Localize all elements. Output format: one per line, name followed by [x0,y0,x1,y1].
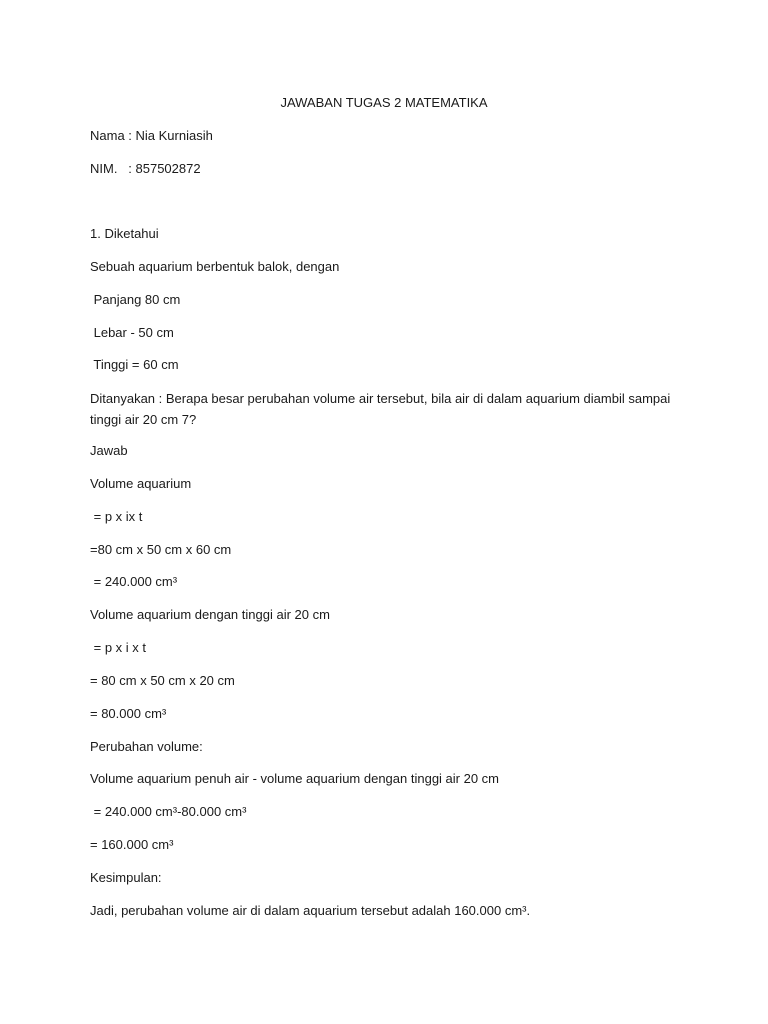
volume20-label: Volume aquarium dengan tinggi air 20 cm [90,607,330,622]
student-name: Nama : Nia Kurniasih [90,128,213,143]
given-width: Lebar - 50 cm [90,325,174,340]
document-title: JAWABAN TUGAS 2 MATEMATIKA [280,95,488,110]
volume-result: = 240.000 cm³ [90,574,178,589]
given-length: Panjang 80 cm [90,292,181,307]
question-number: 1. Diketahui [90,226,159,241]
change-substitution: = 240.000 cm³-80.000 cm³ [90,804,247,819]
volume-formula: = p x ix t [90,509,143,524]
volume20-result: = 80.000 cm³ [90,706,167,721]
answer-label: Jawab [90,443,128,458]
conclusion-text: Jadi, perubahan volume air di dalam aquarium tersebut adalah 160.000 cm³. [90,903,531,918]
student-nim: NIM. : 857502872 [90,161,201,176]
volume-label: Volume aquarium [90,476,192,491]
given-height: Tinggi = 60 cm [90,357,179,372]
given-intro: Sebuah aquarium berbentuk balok, dengan [90,259,340,274]
change-label: Perubahan volume: [90,739,203,754]
volume-substitution: =80 cm x 50 cm x 60 cm [90,542,232,557]
conclusion-label: Kesimpulan: [90,870,162,885]
change-result: = 160.000 cm³ [90,837,174,852]
volume20-substitution: = 80 cm x 50 cm x 20 cm [90,673,235,688]
change-formula: Volume aquarium penuh air - volume aquarium dengan tinggi air 20 cm [90,771,500,786]
volume20-formula: = p x i x t [90,640,146,655]
question-text: Ditanyakan : Berapa besar perubahan volume air tersebut, bila air di dalam aquarium diambil sampai tinggi air 20 cm 7? [90,391,671,427]
